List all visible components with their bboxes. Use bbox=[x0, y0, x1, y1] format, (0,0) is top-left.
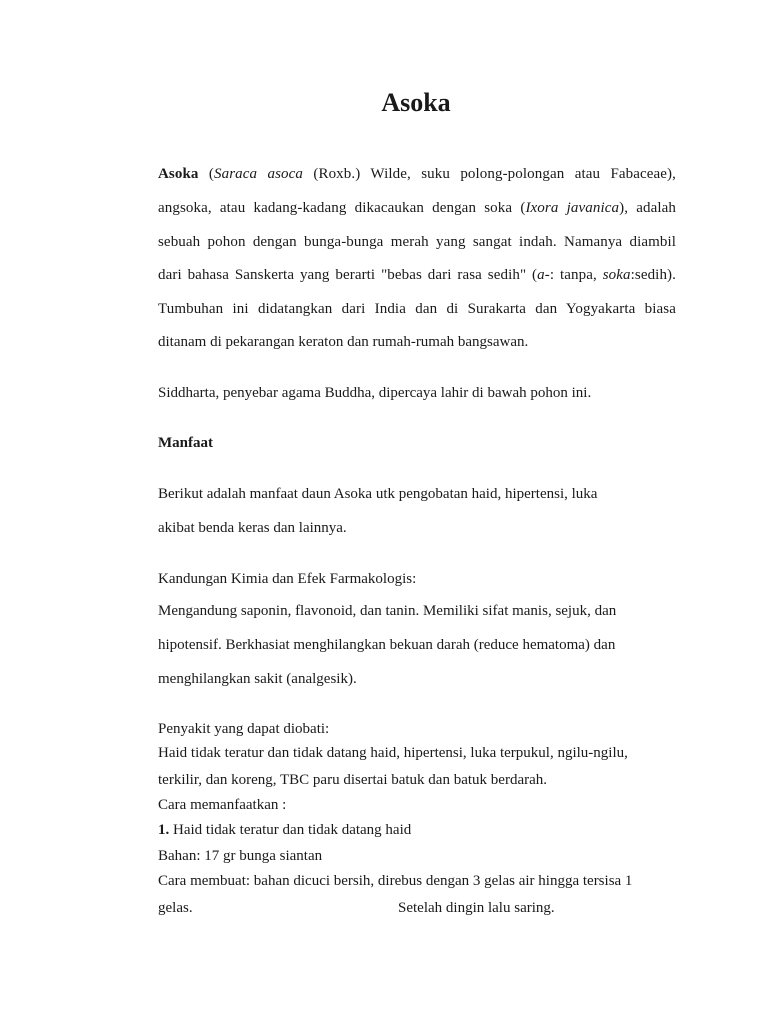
text-fragment: Tumbuhan ini didatangkan dari India dan di Surakarta dan Yogyakarta biasa bbox=[158, 301, 676, 317]
text-fragment: ), adalah bbox=[619, 200, 676, 216]
intro-line-6: ditanam di pekarangan keraton dan rumah-rumah bangsawan. bbox=[158, 334, 529, 350]
text-fragment: dari bahasa Sanskerta yang berarti "bebas dari rasa sedih" ( bbox=[158, 267, 538, 283]
intro-line-2 bbox=[158, 200, 676, 217]
page-title: Asoka bbox=[381, 88, 451, 117]
kandungan-line-1: Mengandung saponin, flavonoid, dan tanin. Memiliki sifat manis, sejuk, dan bbox=[158, 603, 617, 619]
item-1-number: 1. bbox=[158, 822, 170, 838]
scientific-name: Ixora javanica bbox=[525, 200, 620, 216]
penyakit-line-2: terkilir, dan koreng, TBC paru disertai batuk dan batuk berdarah. bbox=[158, 772, 548, 788]
gelas-left: gelas. bbox=[158, 900, 193, 916]
siddharta-paragraph: Siddharta, penyebar agama Buddha, dipercaya lahir di bawah pohon ini. bbox=[158, 385, 592, 401]
intro-line-5 bbox=[158, 301, 676, 318]
text-fragment: sebuah pohon dengan bunga-bunga merah yang sangat indah. Namanya diambil bbox=[158, 234, 676, 250]
item-1-text: Haid tidak teratur dan tidak datang haid bbox=[169, 822, 412, 838]
manfaat-line-1: Berikut adalah manfaat daun Asoka utk pengobatan haid, hipertensi, luka bbox=[158, 486, 598, 502]
text-fragment: angsoka, atau kadang-kadang dikacaukan dengan soka ( bbox=[158, 200, 526, 216]
italic-term: a- bbox=[537, 267, 550, 283]
cara-heading: Cara memanfaatkan : bbox=[158, 797, 287, 813]
kandungan-line-2: hipotensif. Berkhasiat menghilangkan bekuan darah (reduce hematoma) dan bbox=[158, 637, 616, 653]
italic-term: soka bbox=[602, 267, 631, 283]
asoka-bold: Asoka bbox=[158, 166, 199, 182]
text-fragment: : tanpa, bbox=[549, 267, 603, 283]
text-fragment: (Roxb.) Wilde, suku polong-polongan atau Fabaceae), bbox=[302, 166, 676, 182]
gelas-right: Setelah dingin lalu saring. bbox=[398, 900, 555, 916]
item-1 bbox=[158, 822, 411, 839]
cara-membuat-line: Cara membuat: bahan dicuci bersih, direbus dengan 3 gelas air hingga tersisa 1 bbox=[158, 873, 633, 889]
penyakit-line-1: Haid tidak teratur dan tidak datang haid, hipertensi, luka terpukul, ngilu-ngilu, bbox=[158, 745, 628, 761]
manfaat-line-2: akibat benda keras dan lainnya. bbox=[158, 520, 347, 536]
intro-line-4 bbox=[158, 267, 676, 284]
penyakit-heading: Penyakit yang dapat diobati: bbox=[158, 721, 330, 737]
manfaat-heading: Manfaat bbox=[158, 435, 213, 451]
bahan-line: Bahan: 17 gr bunga siantan bbox=[158, 848, 323, 864]
text-fragment: :sedih). bbox=[630, 267, 676, 283]
intro-line-3 bbox=[158, 234, 676, 251]
scientific-name: Saraca asoca bbox=[214, 166, 303, 182]
intro-line-1 bbox=[158, 166, 676, 183]
text-fragment: ( bbox=[198, 166, 214, 182]
kandungan-line-3: menghilangkan sakit (analgesik). bbox=[158, 671, 357, 687]
kandungan-heading: Kandungan Kimia dan Efek Farmakologis: bbox=[158, 571, 417, 587]
